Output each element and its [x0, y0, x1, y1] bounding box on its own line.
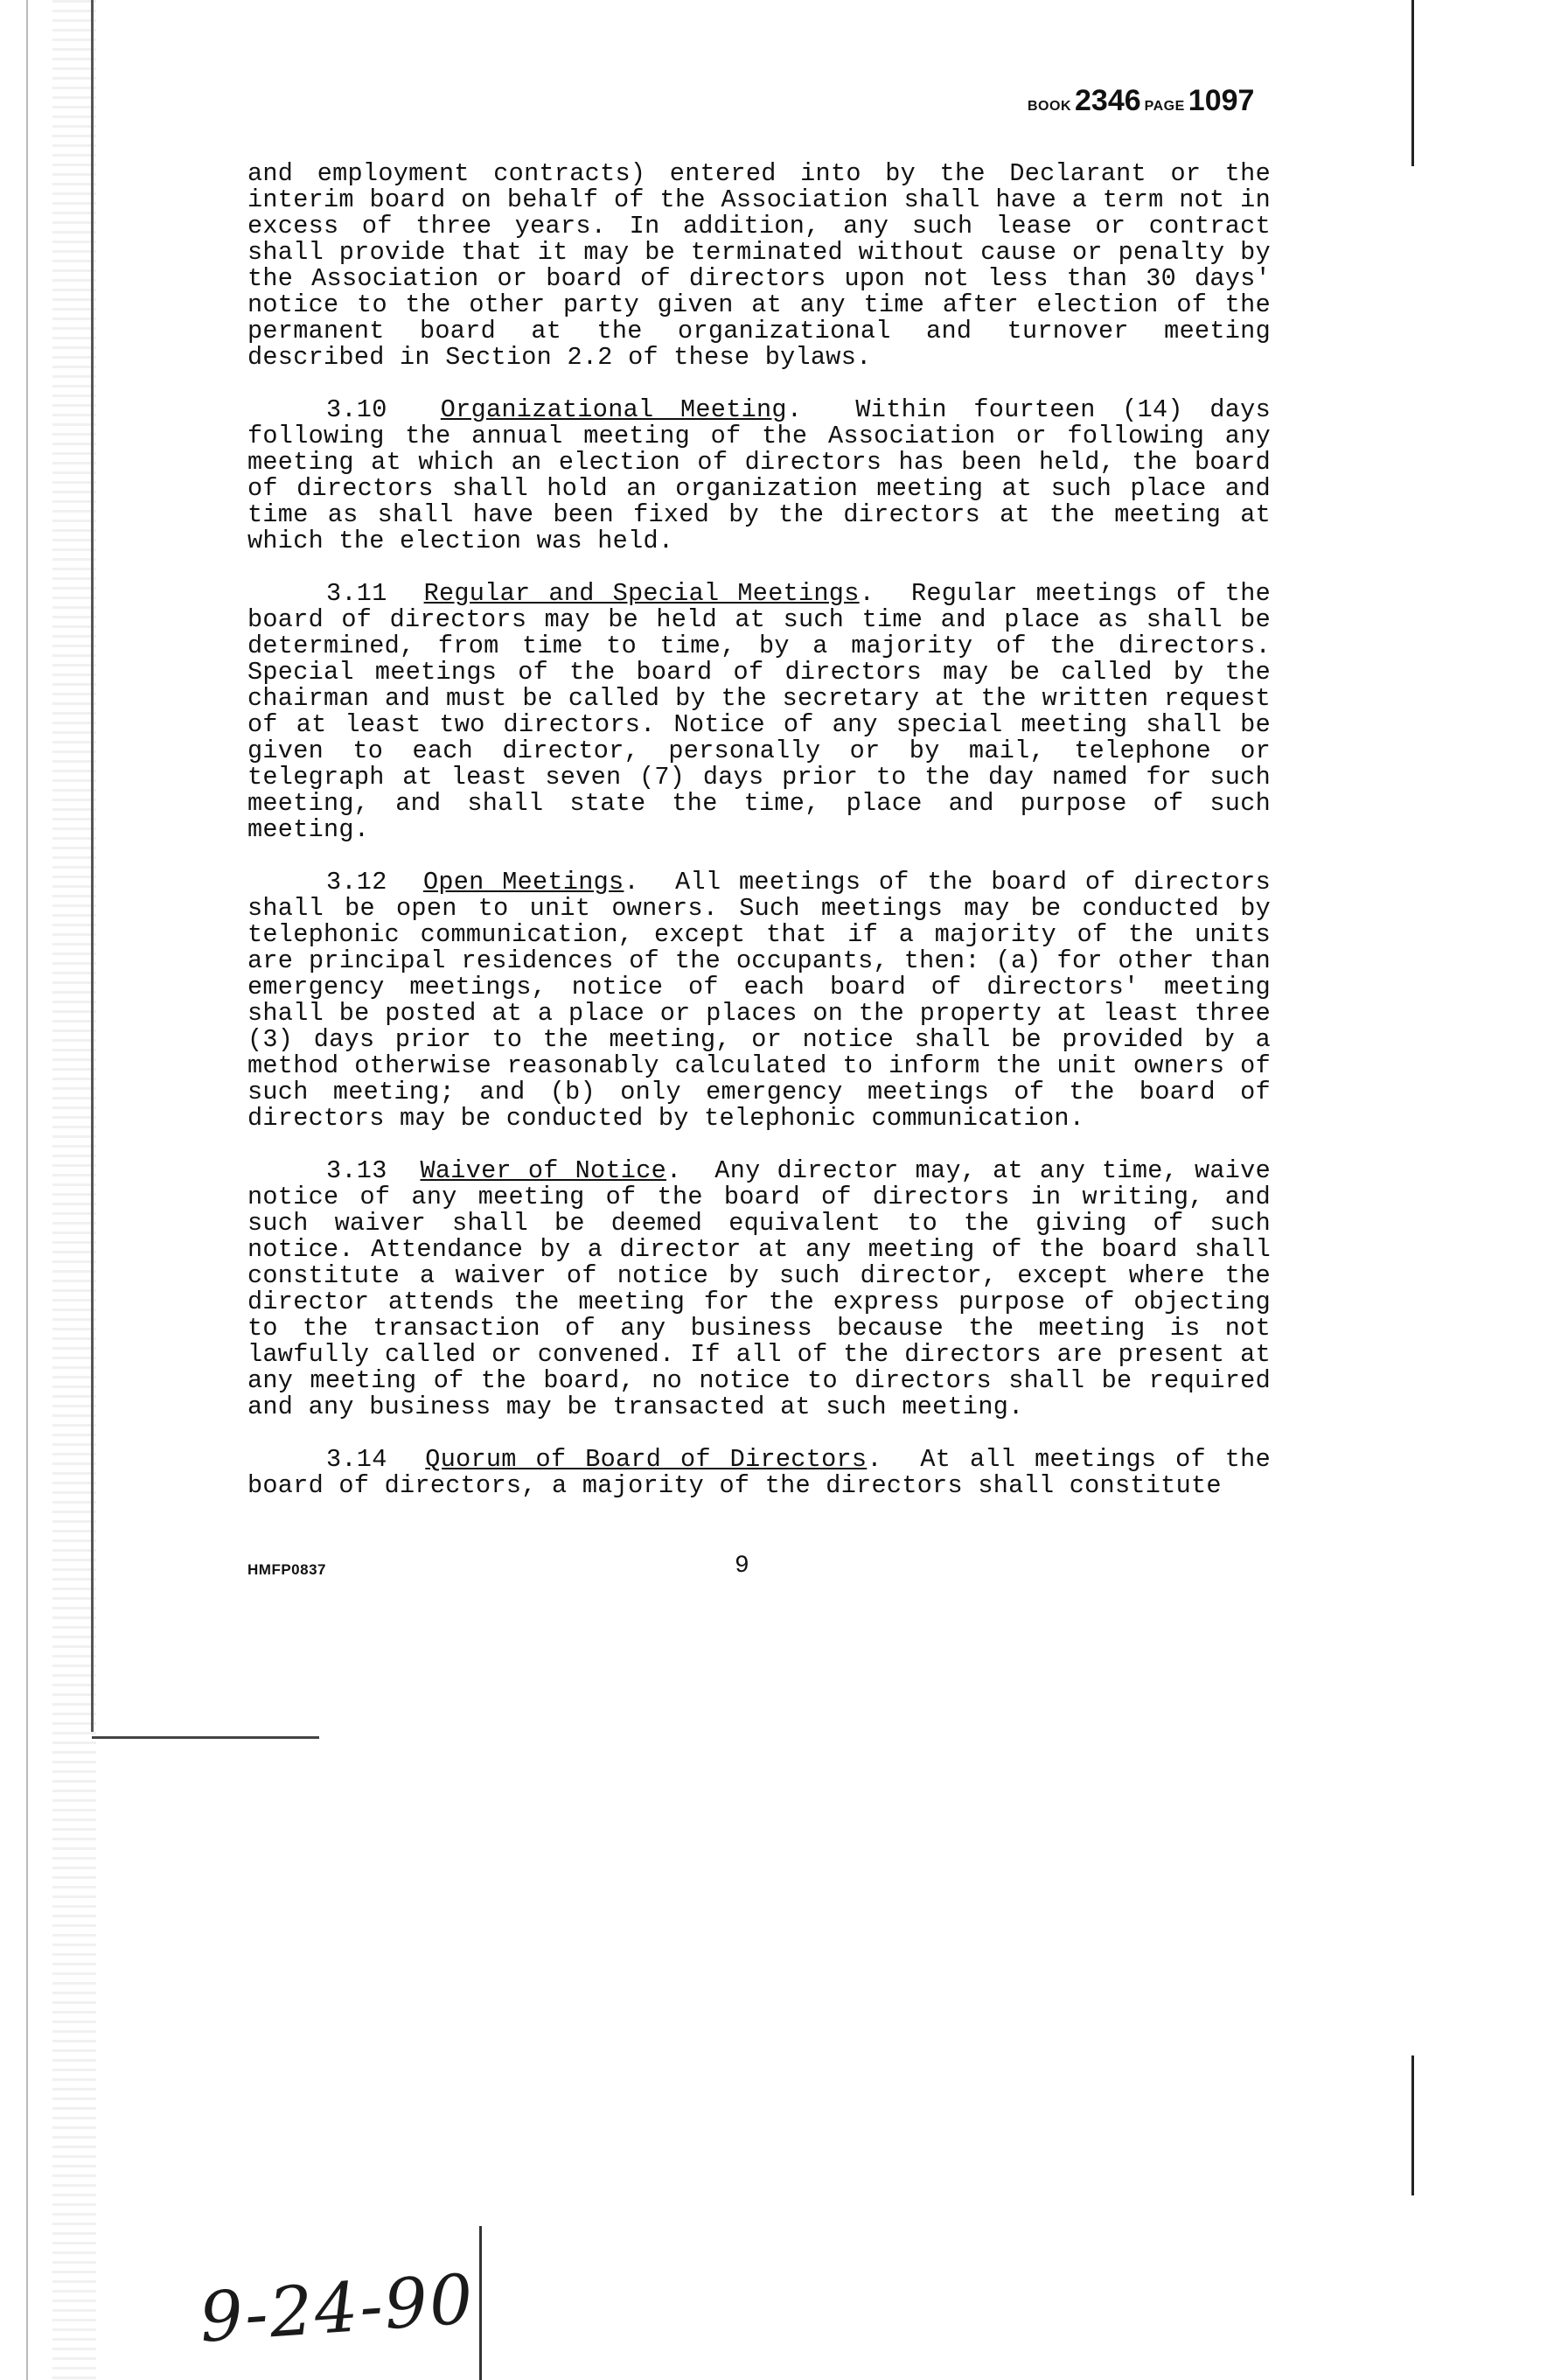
section-heading: Waiver of Notice — [420, 1156, 667, 1185]
section-number: 3.14 — [326, 1445, 387, 1474]
section-number: 3.13 — [326, 1156, 387, 1185]
section-heading: Quorum of Board of Directors — [425, 1445, 868, 1474]
section-text: Regular meetings of the board of directors may be held at such time and place as shall be determined, from time to time, by a majority of the directors. Special meetings of the board of directors may be called by the chairman and must be called by the secretary at the written request of at least two directors. Notice of any special meeting shall be given to each director, personally or by mail, telephone or telegraph at least seven (7) days prior to the day named for such meeting, and shall state the time, place and purpose of such meeting. — [247, 579, 1272, 844]
record-page-number: 1097 — [1188, 84, 1255, 117]
section-text: At all meetings of the board of directors, a majority of the directors shall constitute — [247, 1445, 1271, 1500]
document-code: HMFP0837 — [247, 1561, 326, 1578]
section-3-14: 3.14 Quorum of Board of Directors. At all meetings of the board of directors, a majority of the directors shall constitute — [247, 1445, 1271, 1500]
scan-border-line-right-top — [1411, 0, 1414, 166]
section-3-11: 3.11 Regular and Special Meetings. Regular meetings of the board of directors may be held at such time and place as shall be determined, from time to time, by a majority of the directors. Special meetings of the board of directors may be called by the chairman and must be called by the secretary at the written request of at least two directors. Notice of any special meeting shall be given to each director, personally or by mail, telephone or telegraph at least seven (7) days prior to the day named for such meeting, and shall state the time, place and purpose of such meeting. — [247, 579, 1272, 844]
scan-noise-strip — [52, 0, 96, 2380]
signature-divider-line — [479, 2226, 482, 2380]
page-label: PAGE — [1144, 99, 1185, 114]
paragraph-text: and employment contracts) entered into by the Declarant or the interim board on behalf of the Association shall have a term not in excess of three years. In addition, any such lease or contract shall provide that it may be terminated without cause or penalty by the Association or board of directors upon not less than 30 days' notice to the other party given at any time after election of the permanent board at the organizational and turnover meeting described in Section 2.2 of these bylaws. — [247, 159, 1271, 372]
section-text: All meetings of the board of directors shall be open to unit owners. Such meetings may be conducted by telephonic communication, except that if a majority of the units are principal residences of the occupants, then: (a) for other than emergency meetings, notice of each board of directors' meeting shall be posted at a place or places on the property at least three (3) days prior to the meeting, or notice shall be provided by a method otherwise reasonably calculated to inform the unit owners of such meeting; and (b) only emergency meetings of the board of directors may be conducted by telephonic communication. — [247, 868, 1271, 1133]
book-label: BOOK — [1028, 99, 1071, 114]
section-3-10: 3.10 Organizational Meeting. Within fourteen (14) days following the annual meeting of the Association or following any meeting at which an election of directors has been held, the board of directors shall hold an organization meeting at such place and time as shall have been fixed by the directors at the meeting at which the election was held. — [247, 395, 1271, 555]
book-number: 2346 — [1075, 84, 1141, 117]
handwritten-date: 9-24-90 — [197, 2260, 477, 2358]
scan-border-line-right-bottom — [1411, 2055, 1414, 2195]
page-number: 9 — [735, 1553, 749, 1580]
section-text: Within fourteen (14) days following the annual meeting of the Association or following any meeting at which an election of directors has been held, the board of directors shall hold an organization meeting at such place and time as shall have been fixed by the directors at the meeting at which the election was held. — [247, 395, 1271, 555]
section-number: 3.12 — [326, 868, 387, 897]
document-body — [247, 161, 1271, 1525]
scan-edge-mark — [26, 0, 28, 2380]
section-number: 3.10 — [326, 395, 387, 424]
section-3-13: 3.13 Waiver of Notice. Any director may, at any time, waive notice of any meeting of the board of directors in writing, and such waiver shall be deemed equivalent to the giving of such notice. Attendance by a director at any meeting of the board shall constitute a waiver of notice by such director, except where the director attends the meeting for the express purpose of objecting to the transaction of any business because the meeting is not lawfully called or convened. If all of the directors are present at any meeting of the board, no notice to directors shall be required and any business may be transacted at such meeting. — [247, 1156, 1271, 1421]
section-number: 3.11 — [326, 579, 387, 608]
scan-horizontal-line — [92, 1736, 319, 1739]
paragraph-continuation — [247, 161, 1271, 371]
section-heading: Regular and Special Meetings — [423, 579, 860, 608]
book-page-stamp — [1028, 84, 1254, 118]
section-text: Any director may, at any time, waive notice of any meeting of the board of directors in writing, and such waiver shall be deemed equivalent to the giving of such notice. Attendance by a director at any meeting of the board shall constitute a waiver of notice by such director, except where the director attends the meeting for the express purpose of objecting to the transaction of any business because the meeting is not lawfully called or convened. If all of the directors are present at any meeting of the board, no notice to directors shall be required and any business may be transacted at such meeting. — [247, 1156, 1271, 1421]
scan-border-line — [91, 0, 94, 1732]
section-heading: Open Meetings — [422, 868, 624, 897]
section-3-12: 3.12 Open Meetings. All meetings of the board of directors shall be open to unit owners. Such meetings may be conducted by telephonic communication, except that if a majority of the units are principal residences of the occupants, then: (a) for other than emergency meetings, notice of each board of directors' meeting shall be posted at a place or places on the property at least three (3) days prior to the meeting, or notice shall be provided by a method otherwise reasonably calculated to inform the unit owners of such meeting; and (b) only emergency meetings of the board of directors may be conducted by telephonic communication. — [247, 868, 1271, 1133]
section-heading: Organizational Meeting — [440, 395, 787, 424]
